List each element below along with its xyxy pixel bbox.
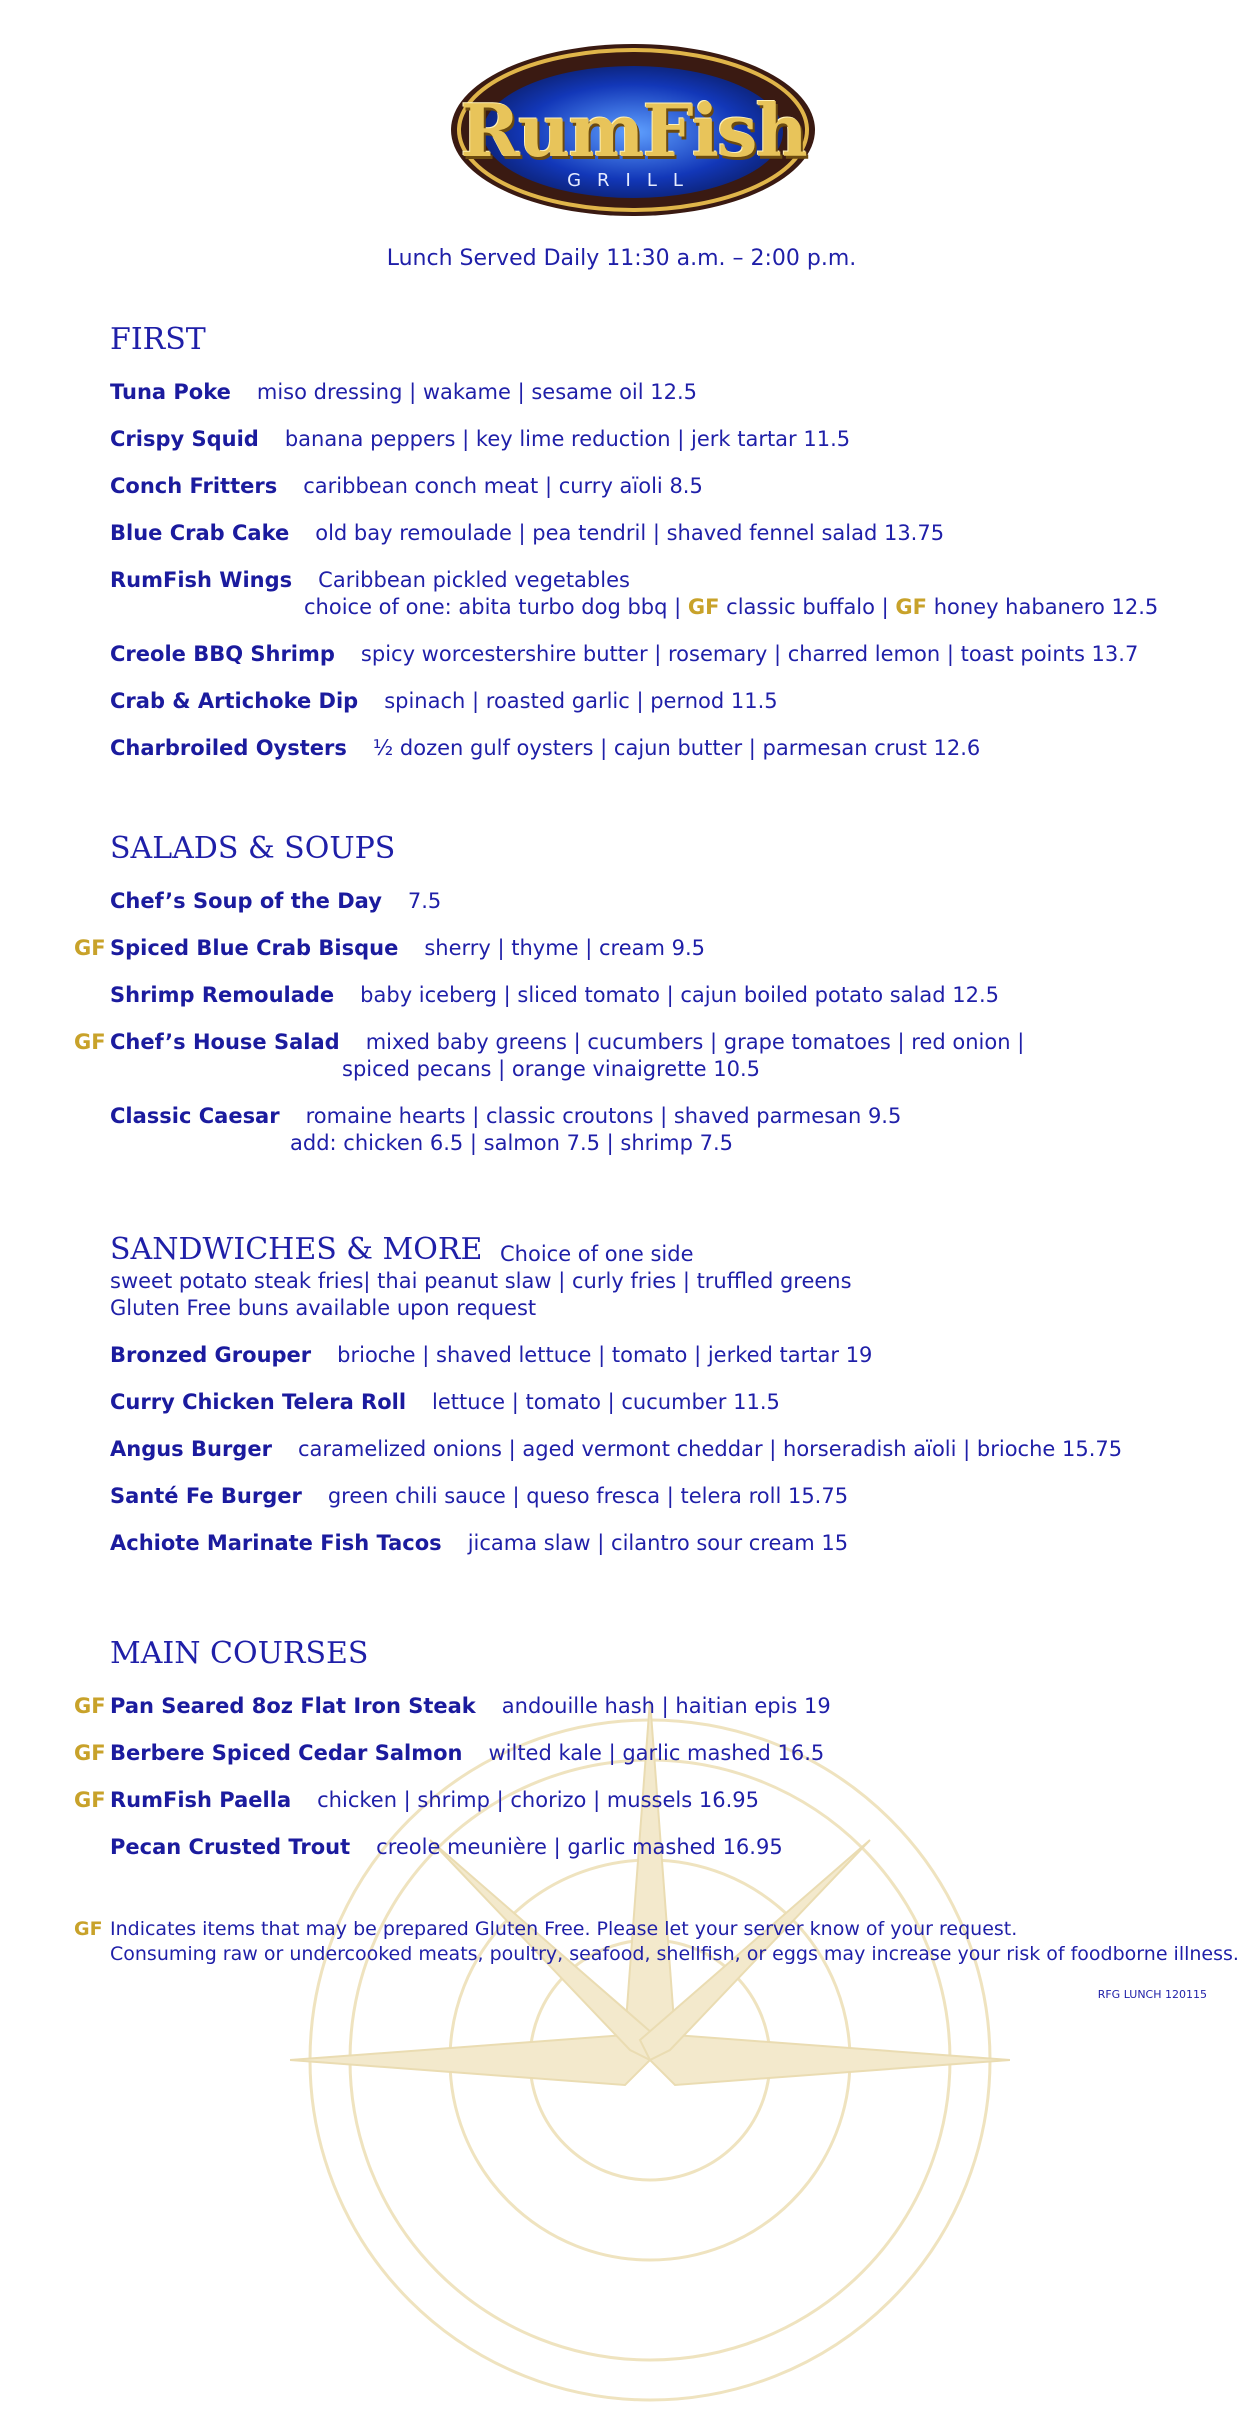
item-desc: brioche | shaved lettuce | tomato | jerked tartar 19 — [337, 1343, 873, 1367]
item-desc-line2: add: chicken 6.5 | salmon 7.5 | shrimp 7.5 — [290, 1131, 733, 1155]
item-name: Pan Seared 8oz Flat Iron Steak — [110, 1694, 476, 1718]
menu-item — [110, 1693, 831, 1720]
menu-item — [110, 520, 944, 547]
item-desc: spicy worcestershire butter | rosemary | charred lemon | toast points 13.7 — [360, 642, 1139, 666]
section-title-mains: MAIN COURSES — [110, 1636, 369, 1671]
food-safety-note: Consuming raw or undercooked meats, poultry, seafood, shellfish, or eggs may increase your risk of foodborne illness. — [110, 1943, 1239, 1965]
gf-marker: GF — [74, 1030, 106, 1054]
menu-item — [110, 1436, 1122, 1463]
side-choice-label: Choice of one side — [500, 1242, 694, 1266]
item-name: Classic Caesar — [110, 1104, 280, 1128]
item-name: Blue Crab Cake — [110, 521, 290, 545]
item-desc: jicama slaw | cilantro sour cream 15 — [467, 1531, 849, 1555]
menu-item — [110, 1787, 759, 1814]
item-name: Conch Fritters — [110, 474, 278, 498]
item-name: Santé Fe Burger — [110, 1484, 302, 1508]
item-name: Tuna Poke — [110, 380, 231, 404]
gf-marker: GF — [74, 1918, 103, 1940]
gf-marker: GF — [895, 595, 928, 619]
item-name: Curry Chicken Telera Roll — [110, 1390, 407, 1414]
item-name: Charbroiled Oysters — [110, 736, 347, 760]
section-title-first: FIRST — [110, 322, 206, 357]
item-name: Spiced Blue Crab Bisque — [110, 936, 399, 960]
item-desc: andouille hash | haitian epis 19 — [501, 1694, 831, 1718]
wings-choice-text: choice of one: abita turbo dog bbq | — [304, 595, 688, 619]
item-desc: chicken | shrimp | chorizo | mussels 16.95 — [317, 1788, 759, 1812]
menu-item — [110, 1029, 1024, 1056]
menu-item — [110, 1103, 901, 1130]
gf-marker: GF — [74, 1741, 106, 1765]
menu-item — [110, 982, 999, 1009]
item-desc-line2 — [304, 594, 1158, 621]
logo-sub-text: GRILL — [567, 170, 699, 191]
item-desc: baby iceberg | sliced tomato | cajun boiled potato salad 12.5 — [360, 983, 1000, 1007]
item-name: Berbere Spiced Cedar Salmon — [110, 1741, 463, 1765]
item-name: RumFish Wings — [110, 568, 293, 592]
menu-item — [110, 1740, 824, 1767]
side-options: sweet potato steak fries| thai peanut slaw | curly fries | truffled greens — [110, 1269, 852, 1293]
item-name: Angus Burger — [110, 1437, 272, 1461]
item-name: Pecan Crusted Trout — [110, 1835, 351, 1859]
section-title-salads: SALADS & SOUPS — [110, 831, 396, 866]
menu-item — [110, 1342, 872, 1369]
wings-choice-text: classic buffalo | — [719, 595, 896, 619]
gf-marker: GF — [74, 936, 106, 960]
item-desc: wilted kale | garlic mashed 16.5 — [488, 1741, 825, 1765]
item-desc: romaine hearts | classic croutons | shaved parmesan 9.5 — [305, 1104, 902, 1128]
logo-brand-text: RumFish — [460, 88, 806, 173]
gf-marker: GF — [74, 1788, 106, 1812]
menu-item — [110, 426, 850, 453]
menu-item — [110, 735, 980, 762]
gf-marker: GF — [687, 595, 720, 619]
wings-choice-text: honey habanero 12.5 — [927, 595, 1159, 619]
item-desc: creole meunière | garlic mashed 16.95 — [376, 1835, 783, 1859]
menu-item — [110, 379, 697, 406]
item-name: Chef’s Soup of the Day — [110, 889, 382, 913]
item-name: Crab & Artichoke Dip — [110, 689, 359, 713]
menu-item — [110, 935, 705, 962]
item-desc: old bay remoulade | pea tendril | shaved fennel salad 13.75 — [315, 521, 945, 545]
gluten-free-buns-note: Gluten Free buns available upon request — [110, 1296, 537, 1320]
menu-item — [110, 567, 630, 594]
item-name: Bronzed Grouper — [110, 1343, 312, 1367]
gluten-free-note: Indicates items that may be prepared Gluten Free. Please let your server know of your request. — [110, 1918, 1018, 1940]
lunch-hours: Lunch Served Daily 11:30 a.m. – 2:00 p.m. — [386, 246, 857, 271]
item-name: RumFish Paella — [110, 1788, 292, 1812]
menu-code: RFG LUNCH 120115 — [1097, 1988, 1207, 2001]
menu-item — [110, 1389, 780, 1416]
item-desc: mixed baby greens | cucumbers | grape tomatoes | red onion | — [365, 1030, 1025, 1054]
item-name: Creole BBQ Shrimp — [110, 642, 335, 666]
menu-item — [110, 688, 778, 715]
gf-marker: GF — [74, 1694, 106, 1718]
item-name: Chef’s House Salad — [110, 1030, 340, 1054]
item-desc: Caribbean pickled vegetables — [318, 568, 630, 592]
item-name: Crispy Squid — [110, 427, 259, 451]
item-desc-line2: spiced pecans | orange vinaigrette 10.5 — [342, 1057, 761, 1081]
menu-item — [110, 641, 1138, 668]
item-desc: lettuce | tomato | cucumber 11.5 — [432, 1390, 780, 1414]
menu-item — [110, 1834, 783, 1861]
item-desc: caribbean conch meat | curry aïoli 8.5 — [303, 474, 703, 498]
item-desc: spinach | roasted garlic | pernod 11.5 — [384, 689, 778, 713]
item-desc: miso dressing | wakame | sesame oil 12.5 — [256, 380, 698, 404]
menu-item — [110, 473, 703, 500]
item-desc: green chili sauce | queso fresca | telera roll 15.75 — [327, 1484, 849, 1508]
item-desc: sherry | thyme | cream 9.5 — [424, 936, 706, 960]
rumfish-logo — [448, 40, 818, 220]
item-desc: 7.5 — [407, 889, 442, 913]
item-name: Shrimp Remoulade — [110, 983, 335, 1007]
item-desc: banana peppers | key lime reduction | jerk tartar 11.5 — [284, 427, 851, 451]
item-desc: ½ dozen gulf oysters | cajun butter | parmesan crust 12.6 — [372, 736, 981, 760]
menu-item — [110, 888, 441, 915]
section-title-sandwiches: SANDWICHES & MORE — [110, 1232, 483, 1267]
item-desc: caramelized onions | aged vermont cheddar | horseradish aïoli | brioche 15.75 — [297, 1437, 1123, 1461]
item-name: Achiote Marinate Fish Tacos — [110, 1531, 442, 1555]
menu-item — [110, 1483, 848, 1510]
menu-item — [110, 1530, 848, 1557]
